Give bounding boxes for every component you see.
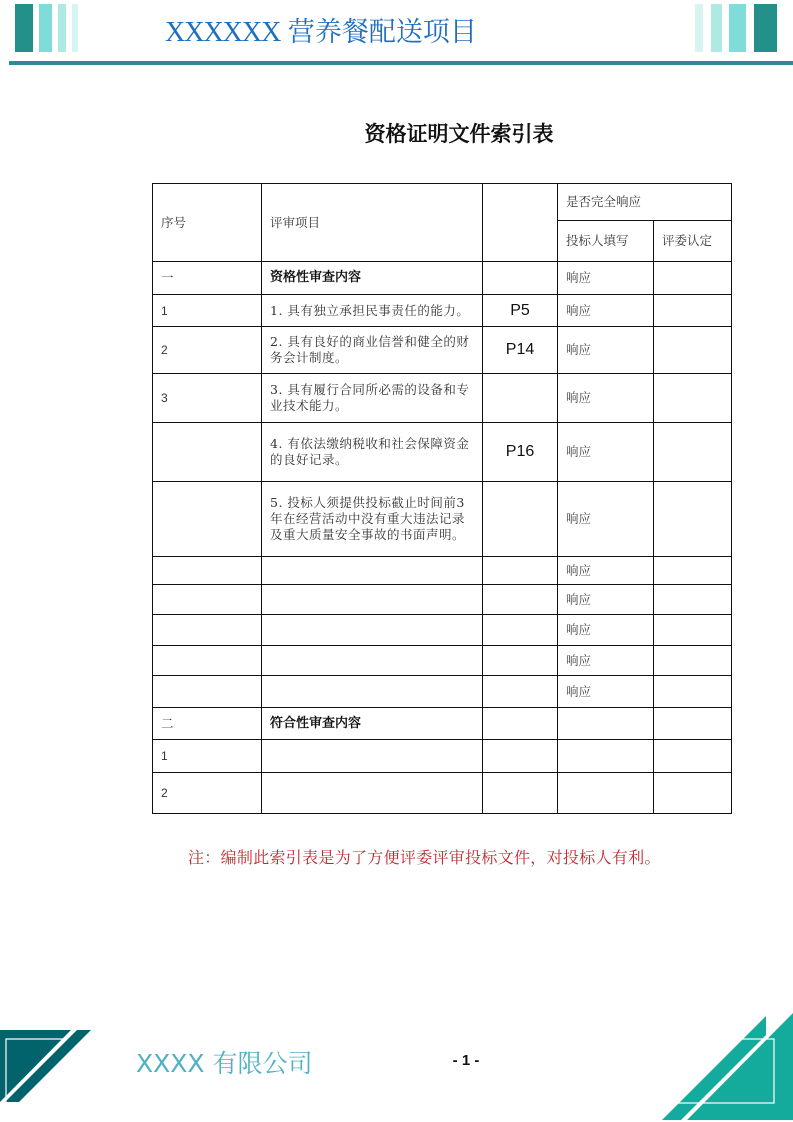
- cell-committee-check: [654, 295, 732, 327]
- cell-seq: [153, 423, 262, 482]
- cell-review-item: 2. 具有良好的商业信誉和健全的财务会计制度。: [262, 327, 483, 374]
- cell-page-ref: [483, 615, 558, 646]
- table-row: [153, 327, 732, 374]
- table-row: [153, 374, 732, 423]
- cell-seq: 1: [153, 740, 262, 773]
- cell-bidder-response: 响应: [558, 615, 654, 646]
- footer-company-name: XXXX 有限公司: [136, 1049, 313, 1078]
- cell-review-item: 4. 有依法缴纳税收和社会保障资金的良好记录。: [262, 423, 483, 482]
- cell-review-item: 资格性审查内容: [262, 262, 483, 295]
- cell-page-ref: P14: [483, 327, 558, 374]
- table-row: [153, 423, 732, 482]
- table-row: [153, 482, 732, 557]
- table-row: [153, 676, 732, 708]
- cell-committee-check: [654, 708, 732, 740]
- document-title: 资格证明文件索引表: [364, 122, 554, 146]
- cell-page-ref: [483, 374, 558, 423]
- page-number: - 1 -: [452, 1052, 480, 1069]
- cell-bidder-response: 响应: [558, 374, 654, 423]
- header-title-cn: 营养餐配送项目: [287, 17, 477, 47]
- header-bar: [754, 4, 777, 52]
- header-bar: [711, 4, 722, 52]
- cell-bidder-response: [558, 740, 654, 773]
- cell-page-ref: [483, 740, 558, 773]
- cell-review-item: [262, 773, 483, 814]
- header-bar: [729, 4, 746, 52]
- cell-bidder-response: [558, 773, 654, 814]
- header-title-latin: XXXXXX: [165, 17, 281, 48]
- table-row: [153, 646, 732, 676]
- header-page: [483, 184, 558, 262]
- cell-page-ref: [483, 585, 558, 615]
- header-bar: [15, 4, 33, 52]
- cell-committee-check: [654, 482, 732, 557]
- cell-committee-check: [654, 615, 732, 646]
- cell-review-item: 1. 具有独立承担民事责任的能力。: [262, 295, 483, 327]
- cell-seq: 2: [153, 773, 262, 814]
- header-bar: [58, 4, 66, 52]
- cell-bidder-response: 响应: [558, 676, 654, 708]
- table-section-row: [153, 262, 732, 295]
- cell-review-item: 3. 具有履行合同所必需的设备和专业技术能力。: [262, 374, 483, 423]
- cell-page-ref: [483, 262, 558, 295]
- cell-review-item: [262, 676, 483, 708]
- cell-page-ref: P16: [483, 423, 558, 482]
- cell-bidder-response: [558, 708, 654, 740]
- table-section-row: [153, 708, 732, 740]
- cell-committee-check: [654, 327, 732, 374]
- cell-committee-check: [654, 585, 732, 615]
- cell-bidder-response: 响应: [558, 585, 654, 615]
- cell-bidder-response: 响应: [558, 262, 654, 295]
- cell-committee-check: [654, 374, 732, 423]
- header-committee: 评委认定: [654, 221, 732, 262]
- cell-seq: [153, 646, 262, 676]
- cell-seq: [153, 557, 262, 585]
- cell-review-item: [262, 646, 483, 676]
- cell-bidder-response: 响应: [558, 557, 654, 585]
- table-row: [153, 740, 732, 773]
- table-row: [153, 585, 732, 615]
- table-row: [153, 615, 732, 646]
- header-bar: [72, 4, 78, 52]
- cell-seq: 2: [153, 327, 262, 374]
- header-bar: [695, 4, 703, 52]
- cell-committee-check: [654, 557, 732, 585]
- cell-seq: [153, 482, 262, 557]
- cell-bidder-response: 响应: [558, 646, 654, 676]
- footer-decoration-right: [650, 1005, 793, 1122]
- cell-page-ref: [483, 646, 558, 676]
- table-row: [153, 295, 732, 327]
- cell-committee-check: [654, 773, 732, 814]
- cell-page-ref: [483, 676, 558, 708]
- header-rule: [9, 61, 793, 65]
- cell-bidder-response: 响应: [558, 482, 654, 557]
- cell-seq: 二: [153, 708, 262, 740]
- footer-decoration-left: [0, 1025, 100, 1110]
- cell-seq: 1: [153, 295, 262, 327]
- cell-review-item: 符合性审查内容: [262, 708, 483, 740]
- cell-bidder-response: 响应: [558, 295, 654, 327]
- cell-review-item: [262, 615, 483, 646]
- cell-review-item: [262, 740, 483, 773]
- cell-seq: 3: [153, 374, 262, 423]
- header-seq: 序号: [153, 184, 262, 262]
- cell-review-item: 5. 投标人须提供投标截止时间前3年在经营活动中没有重大违法记录及重大质量安全事故的书面声明。: [262, 482, 483, 557]
- cell-page-ref: [483, 708, 558, 740]
- cell-bidder-response: 响应: [558, 327, 654, 374]
- cell-review-item: [262, 585, 483, 615]
- cell-page-ref: P5: [483, 295, 558, 327]
- cell-seq: 一: [153, 262, 262, 295]
- footnote: 注：编制此索引表是为了方便评委评审投标文件，对投标人有利。: [188, 848, 661, 867]
- header-item: 评审项目: [262, 184, 483, 262]
- table-row: [153, 773, 732, 814]
- table-row: [153, 557, 732, 585]
- cell-seq: [153, 676, 262, 708]
- cell-seq: [153, 615, 262, 646]
- cell-committee-check: [654, 740, 732, 773]
- cell-committee-check: [654, 423, 732, 482]
- cell-seq: [153, 585, 262, 615]
- header-project-title: [165, 14, 477, 50]
- cell-review-item: [262, 557, 483, 585]
- header-response-group: 是否完全响应: [558, 184, 732, 221]
- header-bidder: 投标人填写: [558, 221, 654, 262]
- table-body: [153, 262, 732, 814]
- header-bar: [39, 4, 52, 52]
- qualification-index-table: [152, 183, 732, 814]
- cell-committee-check: [654, 676, 732, 708]
- cell-page-ref: [483, 482, 558, 557]
- cell-page-ref: [483, 557, 558, 585]
- cell-committee-check: [654, 262, 732, 295]
- cell-bidder-response: 响应: [558, 423, 654, 482]
- cell-page-ref: [483, 773, 558, 814]
- cell-committee-check: [654, 646, 732, 676]
